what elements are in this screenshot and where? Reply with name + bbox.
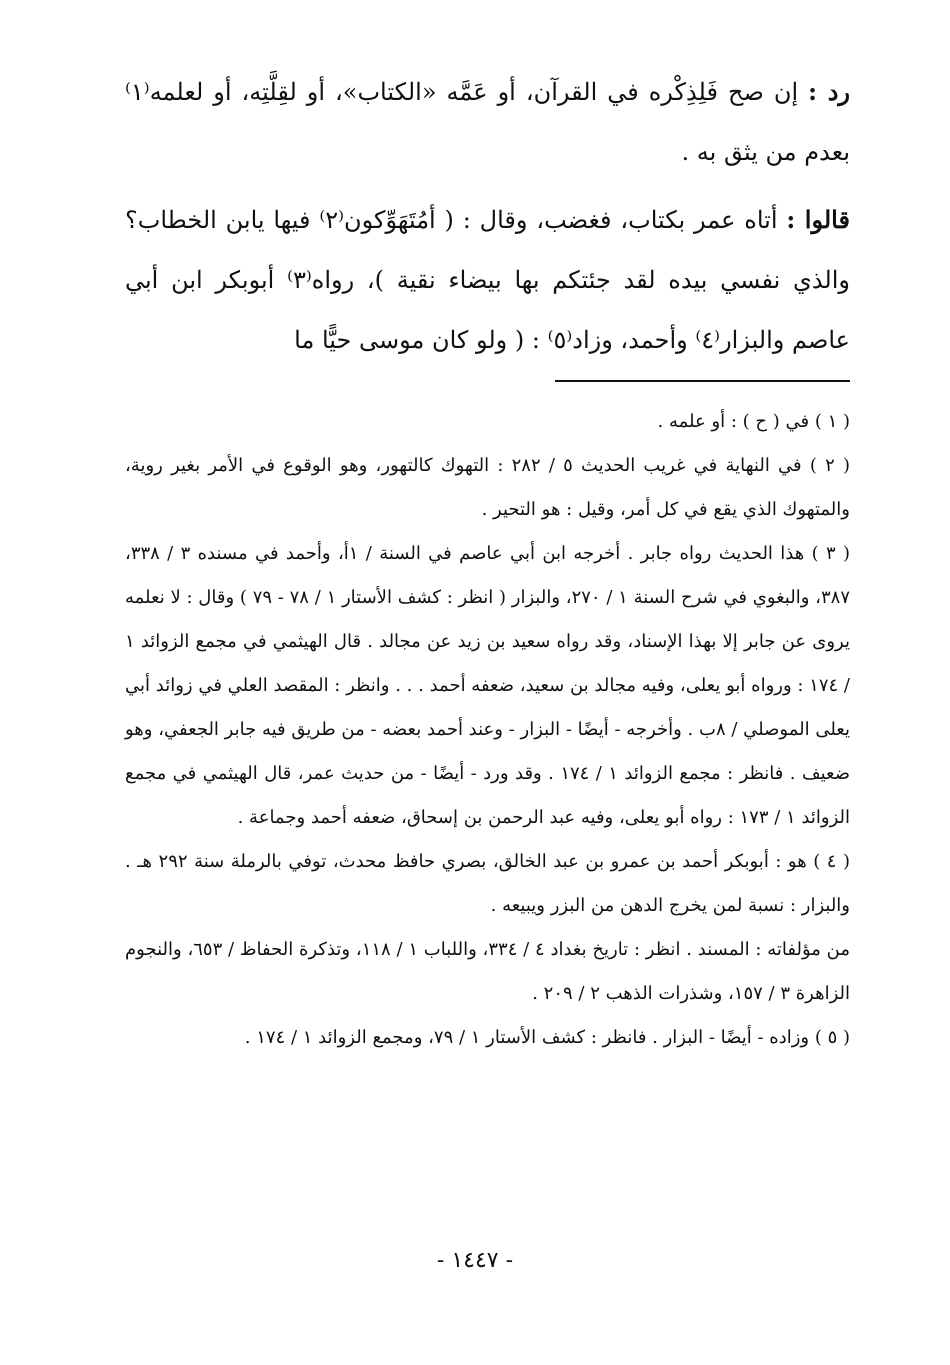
main-text-body: [125, 62, 850, 370]
footnote-4-continued: من مؤلفاته : المسند . انظر : تاريخ بغداد ٤ / ٣٣٤، واللباب ١ / ١١٨، وتذكرة الحفاظ / ٦٥٣، والنجوم الزاهرة ٣ / ١٥٧، وشذرات الذهب ٢ / ٢٠٩ .: [125, 939, 851, 1004]
footnote-separator-line: [555, 380, 850, 382]
footnote-2: ( ٢ ) في النهاية في غريب الحديث ٥ / ٢٨٢ : التهوك كالتهور، وهو الوقوع في الأمر بغير روية، والمتهوك الذي يقع في كل أمر، وقيل : هو التحير .: [125, 455, 850, 520]
footnotes-section: [125, 400, 850, 1060]
book-page: [125, 62, 850, 1365]
footnote-5: ( ٥ ) وزاده - أيضًا - البزار . فانظر : كشف الأستار ١ / ٧٩، ومجمع الزوائد ١ / ١٧٤ .: [244, 1027, 850, 1048]
paragraph-rad: [125, 62, 850, 182]
paragraph-text-rad: إن صح فَلِذِكْره في القرآن، أو عَمَّه «الكتاب»، أو لقِلَّتِه، أو لعلمه⁽١⁾ بعدم من يثق به .: [125, 78, 850, 166]
paragraph-lead-qalu: قالوا :: [786, 205, 850, 234]
paragraph-qalu: [125, 190, 850, 370]
paragraph-lead-rad: رد :: [808, 77, 850, 106]
paragraph-text-qalu: أتاه عمر بكتاب، فغضب، وقال : ( أمُتَهَوِّكون⁽٢⁾ فيها يابن الخطاب؟ والذي نفسي بيده لقد جئتكم بها بيضاء نقية )، رواه⁽٣⁾ أبوبكر ابن أبي عاصم والبزار⁽٤⁾ وأحمد، وزاد⁽٥⁾ : ( ولو كان موسى حيًّا ما: [125, 206, 851, 354]
footnote-4: ( ٤ ) هو : أبوبكر أحمد بن عمرو بن عبد الخالق، بصري حافظ محدث، توفي بالرملة سنة ٢٩٢ هـ . والبزار : نسبة لمن يخرج الدهن من البزر ويبيعه .: [125, 851, 850, 916]
footnote-1: ( ١ ) في ( ح ) : أو علمه .: [657, 411, 850, 432]
page-number: - ١٤٤٧ -: [436, 1248, 514, 1273]
footnote-3: ( ٣ ) هذا الحديث رواه جابر . أخرجه ابن أبي عاصم في السنة / ١أ، وأحمد في مسنده ٣ / ٣٣٨، ٣٨٧، والبغوي في شرح السنة ١ / ٢٧٠، والبزار ( انظر : كشف الأستار ١ / ٧٨ - ٧٩ ) وقال : لا نعلمه يروى عن جابر إلا بهذا الإسناد، وقد رواه سعيد بن زيد عن مجالد . قال الهيثمي في مجمع الزوائد ١ / ١٧٤ : ورواه أبو يعلى، وفيه مجالد بن سعيد، ضعفه أحمد . . . وانظر : المقصد العلي في زوائد أبي يعلى الموصلي / ٨ب . وأخرجه - أيضًا - البزار - وعند أحمد بعضه - من طريق فيه جابر الجعفي، وهو ضعيف . فانظر : مجمع الزوائد ١ / ١٧٤ . وقد ورد - أيضًا - من حديث عمر، قال الهيثمي في مجمع الزوائد ١ / ١٧٣ : رواه أبو يعلى، وفيه عبد الرحمن بن إسحاق، ضعفه أحمد وجماعة .: [125, 543, 850, 828]
